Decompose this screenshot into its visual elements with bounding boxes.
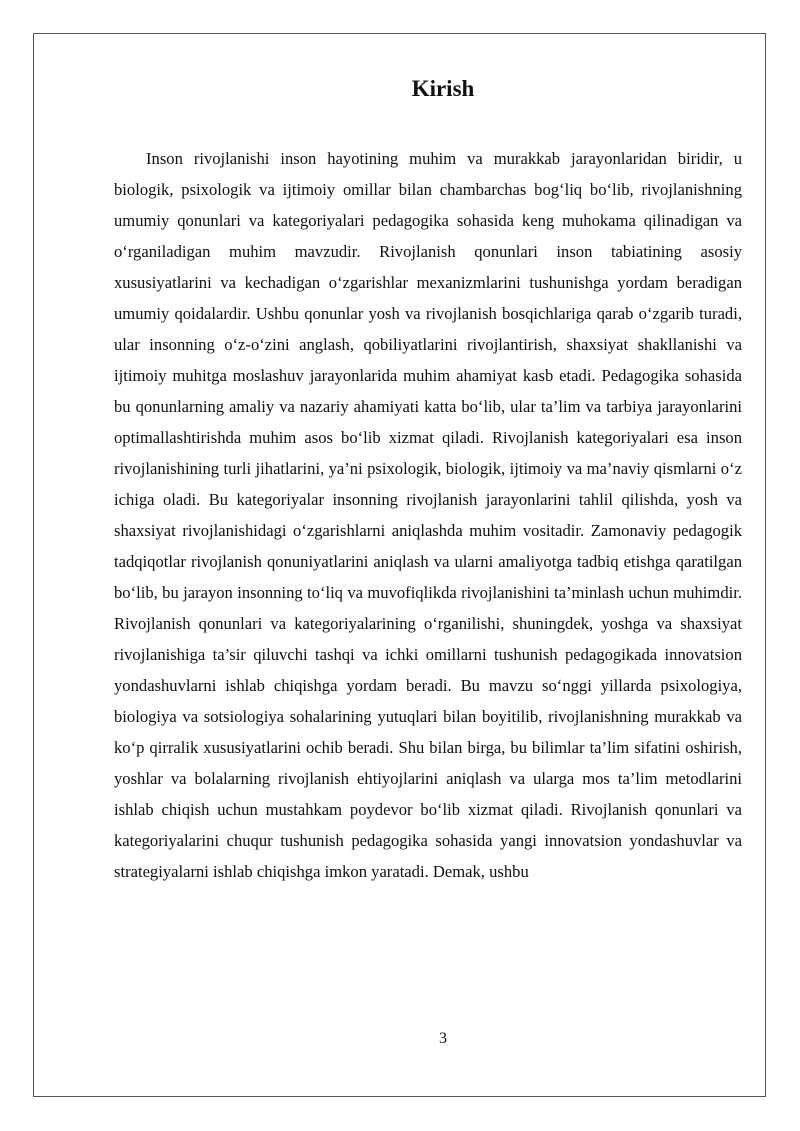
body-paragraph: Inson rivojlanishi inson hayotining muhim va murakkab jarayonlaridan biridir, u biologik, psixologik va ijtimoiy omillar bilan chambarchas bog‘liq bo‘lib, rivojlanishning umumiy qonunlari va kategoriyalari pedagogika sohasida keng muhokama qilinadigan va o‘rganiladigan muhim mavzudir. Rivojlanish qonunlari inson tabiatining asosiy xususiyatlarini va kechadigan o‘zgarishlar mexanizmlarini tushunishga yordam beradigan umumiy qoidalardir. Ushbu qonunlar yosh va rivojlanish bosqichlariga qarab o‘zgarib turadi, ular insonning o‘z-o‘zini anglash, qobiliyatlarini rivojlantirish, shaxsiyat shakllanishi va ijtimoiy muhitga moslashuv jarayonlarida muhim ahamiyat kasb etadi. Pedagogika sohasida bu qonunlarning amaliy va nazariy ahamiyati katta bo‘lib, ular ta’lim va tarbiya jarayonlarini optimallashtirishda muhim asos bo‘lib xizmat qiladi. Rivojlanish kategoriyalari esa inson rivojlanishining turli jihatlarini, ya’ni psixologik, biologik, ijtimoiy va ma’naviy qismlarni o‘z ichiga oladi. Bu kategoriyalar insonning rivojlanish jarayonlarini tahlil qilishda, yosh va shaxsiyat rivojlanishidagi o‘zgarishlarni aniqlashda muhim vositadir. Zamonaviy pedagogik tadqiqotlar rivojlanish qonuniyatlarini aniqlash va ularni amaliyotga tadbiq etishga qaratilgan bo‘lib, bu jarayon insonning to‘liq va muvofiqlikda rivojlanishini ta’minlash uchun muhimdir. Rivojlanish qonunlari va kategoriyalarining o‘rganilishi, shuningdek, yoshga va shaxsiyat rivojlanishiga ta’sir qiluvchi tashqi va ichki omillarni tushunish pedagogikada innovatsion yondashuvlarni ishlab chiqishga yordam beradi. Bu mavzu so‘nggi yillarda psixologiya, biologiya va sotsiologiya sohalarining yutuqlari bilan boyitilib, rivojlanishning murakkab va ko‘p qirralik xususiyatlarini ochib beradi. Shu bilan birga, bu bilimlar ta’lim sifatini oshirish, yoshlar va bolalarning rivojlanish ehtiyojlarini aniqlash va ularga mos ta’lim metodlarini ishlab chiqish uchun mustahkam poydevor bo‘lib xizmat qiladi. Rivojlanish qonunlari va kategoriyalarini chuqur tushunish pedagogika sohasida yangi innovatsion yondashuvlar va strategiyalarni ishlab chiqishga imkon yaratadi. Demak, ushbu (114, 149, 742, 881)
page-number: 3 (439, 1030, 447, 1047)
page-title: Kirish (411, 76, 475, 101)
